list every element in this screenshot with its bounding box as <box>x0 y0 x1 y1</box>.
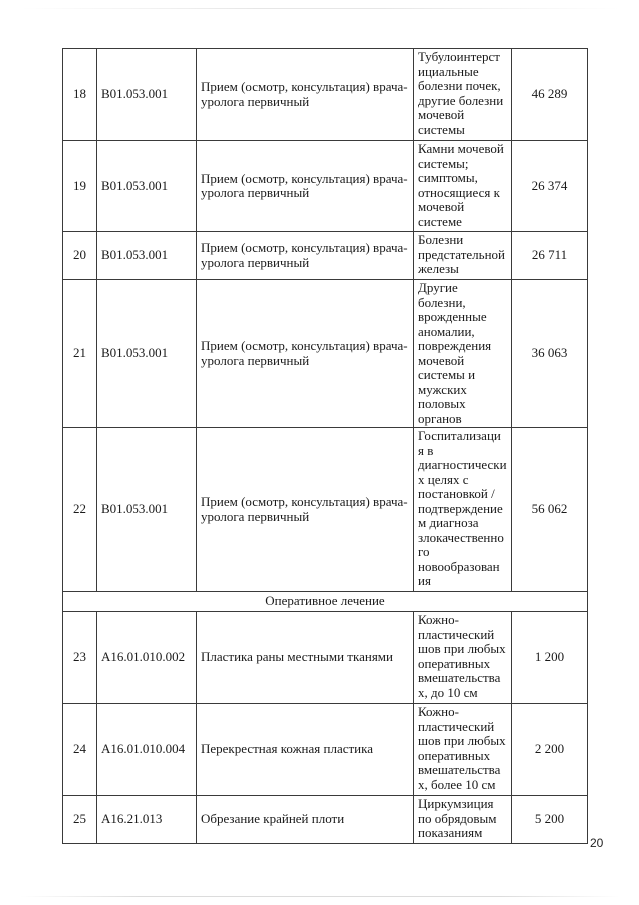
service-code: B01.053.001 <box>97 428 197 592</box>
diagnosis-group <box>414 49 512 141</box>
diagnosis-line: оперативных <box>418 747 491 763</box>
diagnosis-line: Тубулоинтерст <box>418 49 500 64</box>
diagnosis-group <box>414 232 512 280</box>
diagnosis-line: мужских <box>418 381 467 397</box>
diagnosis-line: мочевой <box>418 352 465 368</box>
service-code: B01.053.001 <box>97 232 197 280</box>
row-number: 25 <box>63 796 97 844</box>
service-name: Прием (осмотр, консультация) врача-уролога первичный <box>197 49 414 141</box>
service-code: B01.053.001 <box>97 141 197 232</box>
section-row <box>63 592 588 612</box>
diagnosis-line: повреждения <box>418 338 492 353</box>
table-row <box>63 232 588 280</box>
table-row <box>63 280 588 428</box>
diagnosis-line: другие болезни <box>418 92 504 108</box>
service-name: Прием (осмотр, консультация) врача-уролога первичный <box>197 232 414 280</box>
scan-edge-top <box>20 8 620 9</box>
diagnosis-line: злокачественно <box>418 529 504 545</box>
diagnosis-line: ициальные <box>418 63 479 79</box>
diagnosis-line: новообразован <box>418 558 500 574</box>
diagnosis-line: шов при любых <box>418 641 506 656</box>
section-title: Оперативное лечение <box>63 592 588 612</box>
service-name: Пластика раны местными тканями <box>197 612 414 704</box>
diagnosis-line: подтверждение <box>418 500 503 516</box>
table-row <box>63 612 588 704</box>
diagnosis-line: м диагноза <box>418 515 479 530</box>
diagnosis-line: вмешательства <box>418 762 501 777</box>
diagnosis-line: Кожно- <box>418 612 459 627</box>
diagnosis-line: Болезни <box>418 232 464 247</box>
price: 46 289 <box>512 49 588 141</box>
diagnosis-line: половых <box>418 396 466 411</box>
diagnosis-line: вмешательства <box>418 670 501 685</box>
row-number: 20 <box>63 232 97 280</box>
diagnosis-line: оперативных <box>418 655 491 671</box>
page-number: 20 <box>590 836 604 850</box>
row-number: 18 <box>63 49 97 141</box>
service-code: A16.21.013 <box>97 796 197 844</box>
diagnosis-group <box>414 612 512 704</box>
price: 56 062 <box>512 428 588 592</box>
diagnosis-line: пластический <box>418 718 495 734</box>
diagnosis-line: болезни, <box>418 294 466 310</box>
diagnosis-line: мочевой <box>418 107 465 122</box>
row-number: 21 <box>63 280 97 428</box>
diagnosis-group <box>414 141 512 232</box>
diagnosis-line: болезни почек, <box>418 78 501 93</box>
diagnosis-line: х целях с <box>418 471 469 487</box>
price: 36 063 <box>512 280 588 428</box>
service-code: A16.01.010.004 <box>97 704 197 796</box>
price: 5 200 <box>512 796 588 844</box>
diagnosis-line: относящиеся к <box>418 184 500 200</box>
table-row <box>63 704 588 796</box>
diagnosis-line: симптомы, <box>418 170 478 185</box>
service-name: Обрезание крайней плоти <box>197 796 414 844</box>
price: 1 200 <box>512 612 588 704</box>
diagnosis-line: х, до 10 см <box>418 684 478 700</box>
row-number: 23 <box>63 612 97 704</box>
service-name: Перекрестная кожная пластика <box>197 704 414 796</box>
diagnosis-line: аномалии, <box>418 323 475 339</box>
diagnosis-line: го <box>418 544 430 559</box>
diagnosis-group <box>414 280 512 428</box>
table-row <box>63 141 588 232</box>
row-number: 22 <box>63 428 97 592</box>
diagnosis-line: Госпитализаци <box>418 428 501 443</box>
tariff-table <box>62 48 588 844</box>
diagnosis-group <box>414 796 512 844</box>
price: 2 200 <box>512 704 588 796</box>
scan-edge-bottom <box>20 896 620 897</box>
diagnosis-line: по обрядовым <box>418 810 497 826</box>
diagnosis-line: показаниям <box>418 825 483 840</box>
diagnosis-line: системы и <box>418 367 476 382</box>
table-row <box>63 49 588 141</box>
price: 26 374 <box>512 141 588 232</box>
service-code: B01.053.001 <box>97 280 197 428</box>
diagnosis-line: пластический <box>418 626 495 642</box>
diagnosis-line: системы; <box>418 155 469 171</box>
diagnosis-line: Камни мочевой <box>418 141 504 156</box>
diagnosis-line: системы <box>418 121 465 137</box>
row-number: 24 <box>63 704 97 796</box>
price: 26 711 <box>512 232 588 280</box>
diagnosis-line: железы <box>418 261 459 276</box>
diagnosis-line: мочевой <box>418 199 465 214</box>
service-code: A16.01.010.002 <box>97 612 197 704</box>
diagnosis-group <box>414 428 512 592</box>
diagnosis-line: ия <box>418 573 431 588</box>
diagnosis-line: я в <box>418 442 434 458</box>
diagnosis-line: врожденные <box>418 309 487 324</box>
service-name: Прием (осмотр, консультация) врача-уролога первичный <box>197 428 414 592</box>
table-row <box>63 428 588 592</box>
diagnosis-line: органов <box>418 410 462 426</box>
diagnosis-line: постановкой / <box>418 486 495 501</box>
diagnosis-line: диагностически <box>418 457 507 472</box>
diagnosis-group <box>414 704 512 796</box>
service-name: Прием (осмотр, консультация) врача-уролога первичный <box>197 280 414 428</box>
service-name: Прием (осмотр, консультация) врача-уролога первичный <box>197 141 414 232</box>
diagnosis-line: Другие <box>418 280 458 295</box>
row-number: 19 <box>63 141 97 232</box>
diagnosis-line: предстательной <box>418 246 505 262</box>
diagnosis-line: системе <box>418 213 462 229</box>
diagnosis-line: шов при любых <box>418 733 506 748</box>
diagnosis-line: Циркумзиция <box>418 796 494 811</box>
diagnosis-line: Кожно- <box>418 704 459 719</box>
service-code: B01.053.001 <box>97 49 197 141</box>
diagnosis-line: х, более 10 см <box>418 776 496 792</box>
table-row <box>63 796 588 844</box>
